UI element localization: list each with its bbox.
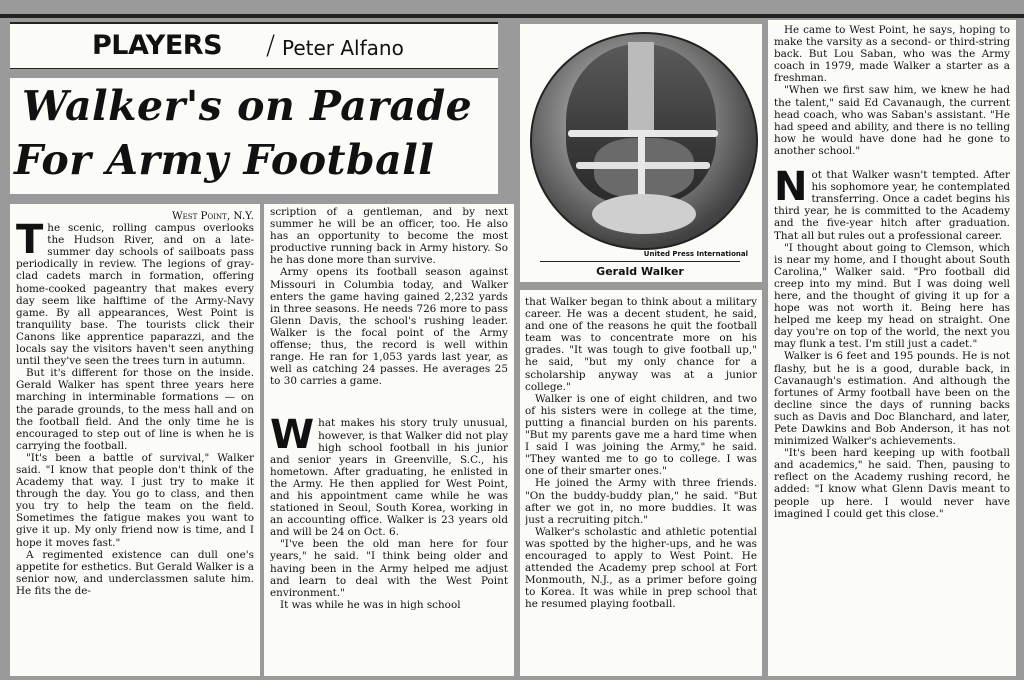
- paragraph: "It's been a battle of survival," Walker said. "I know that people don't think of the Academy that way. I just try to make it through the day. You go to class, and then you try to help the team on the field. Sometimes the fatigue makes you want to give it up. My only friend now is time, and I hope it moves fast.": [16, 451, 254, 549]
- photo-caption: Gerald Walker: [540, 261, 740, 278]
- paragraph: Walker is 6 feet and 195 pounds. He is not flashy, but he is a good, durable back, in Cavanaugh's estimation. And although the fortunes of Army football have been on the decline since the days of running backs such as Davis and Doc Blanchard, and later, Pete Dawkins and Bob Anderson, it has not minimized Walker's achievements.: [774, 350, 1010, 448]
- helmet-stripe: [628, 42, 654, 132]
- player-photo: [530, 32, 758, 250]
- kicker-separator: /: [266, 30, 276, 61]
- facemask-bar: [638, 130, 645, 204]
- chin-strap: [592, 194, 696, 234]
- drop-cap: W: [270, 412, 315, 459]
- dateline: West Point, N.Y.: [171, 210, 254, 222]
- article-column-3: [525, 296, 757, 672]
- paragraph: He came to West Point, he says, hoping to make the varsity as a second- or third-string back. But Lou Saban, who was the Army coach in 1979, made Walker a starter as a freshman.: [774, 24, 1010, 85]
- paragraph: Not that Walker wasn't tempted. After his sophomore year, he contemplated transferring. Once a cadet begins his third year, he is committed to the Academy and the five-year hitch after graduation. That all but rules out a professional career.: [774, 164, 1010, 242]
- column-4-paper: [768, 20, 1016, 676]
- paragraph: But it's different for those on the inside. Gerald Walker has spent three years here marching in interminable formations — on the parade grounds, to the mess hall and on the football field. And the only time he is encouraged to step out of line is when he is carrying the football.: [16, 367, 254, 452]
- column-2-paper: [264, 204, 514, 676]
- paragraph: scription of a gentleman, and by next summer he will be an officer, too. He also has an opportunity to become the most productive running back in Army history. So he has done more than survive.: [270, 206, 508, 267]
- article-column-4: [774, 24, 1010, 672]
- column-1-paper: [10, 204, 260, 676]
- paragraph: Walker is one of eight children, and two of his sisters were in college at the time, putting a financial burden on his parents. "But my parents gave me a hard time when I said I was joining the Army," he said. "They wanted me to go to college. I was one of their smarter ones.": [525, 392, 757, 478]
- section-kicker: [10, 22, 498, 69]
- paragraph: Army opens its football season against Missouri in Columbia today, and Walker enters the game having gained 2,232 yards in three seasons. He needs 726 more to pass Glenn Davis, the school's rushing leader. Walker is the focal point of the Army offense; thus, the record is well within range. He ran for 1,053 yards last year, as well as catching 24 passes. He averages 25 to 30 carries a game.: [270, 266, 508, 388]
- paragraph: "It's been hard keeping up with football and academics," he said. Then, pausing to reflect on the Academy rushing record, he added: "I know what Glenn Davis meant to people up here. I would never have imagined I could get this close.": [774, 447, 1010, 520]
- paragraph: "When we first saw him, we knew he had the talent," said Ed Cavanaugh, the current head coach, who was Saban's assistant. "He had speed and ability, and there is no telling how he would have done had he gone to another school.": [774, 84, 1010, 157]
- paragraph: A regimented existence can dull one's appetite for esthetics. But Gerald Walker is a senior now, and underclassmen salute him. He fits the de-: [16, 548, 254, 597]
- paragraph: that Walker began to think about a military career. He was a decent student, he said, and one of the reasons he quit the football team was to concentrate more on his grades. "It was tough to give football up," he said, "but my only chance for a scholarship anyway was at a junior college.": [525, 296, 757, 393]
- drop-cap: T: [16, 217, 44, 264]
- paragraph: What makes his story truly unusual, however, is that Walker did not play high school football in his junior and senior years in Greenville, S.C., his hometown. After graduating, he enlisted in the Army. He then applied for West Point, and his appointment came while he was stationed in Seoul, South Korea, working in an accounting office. Walker is 23 years old and will be 24 on Oct. 6.: [270, 412, 508, 539]
- photo-block: [520, 24, 762, 282]
- article-column-2: [270, 206, 508, 672]
- column-3-paper: [520, 290, 762, 676]
- top-rule: [0, 14, 1024, 18]
- paragraph: Walker's scholastic and athletic potential was spotted by the higher-ups, and he was encouraged to apply to West Point. He attended the Academy prep school at Fort Monmouth, N.J., as a primer before going to Korea. It was while in prep school that he resumed playing football.: [525, 525, 757, 611]
- byline-author: Peter Alfano: [282, 36, 404, 60]
- headline: [10, 78, 498, 194]
- section-label: PLAYERS: [92, 30, 223, 61]
- paragraph: He joined the Army with three friends. "On the buddy-buddy plan," he said. "But after we got in, no more buddies. It was just a recruiting pitch.": [525, 477, 757, 526]
- paragraph: "I've been the old man here for four years," he said. "I think being older and having been in the Army helped me adjust and learn to deal with the West Point environment.": [270, 538, 508, 599]
- photo-credit: United Press International: [643, 250, 748, 258]
- paragraph: "I thought about going to Clemson, which is near my home, and I thought about South Carolina," Walker said. "Pro football did creep into my mind. But I was doing well here, and the thought of giving it up for a hope was not worth it. Being here has helped me keep my head on straight. One day you're on top of the world, the next you may flunk a test. I'm still just a cadet.": [774, 241, 1010, 351]
- headline-line-2: For Army Football: [14, 136, 435, 184]
- paragraph: It was while he was in high school: [280, 598, 461, 611]
- drop-cap: N: [774, 164, 808, 211]
- headline-line-1: Walker's on Parade: [22, 82, 473, 130]
- paragraph: The scenic, rolling campus overlooks the Hudson River, and on a late-summer day schools of sailboats pass periodically in review. The legions of gray-clad cadets march in formation, offering home-cooked pageantry that makes every day seem like halftime of the Army-Navy game. By all appearances, West Point is tranquility base. The tourists click their Canons like apprentice paparazzi, and the locals say the visitors haven't seen anything until they've seen the trees turn in autumn.: [16, 217, 254, 368]
- article-column-1: [16, 210, 254, 672]
